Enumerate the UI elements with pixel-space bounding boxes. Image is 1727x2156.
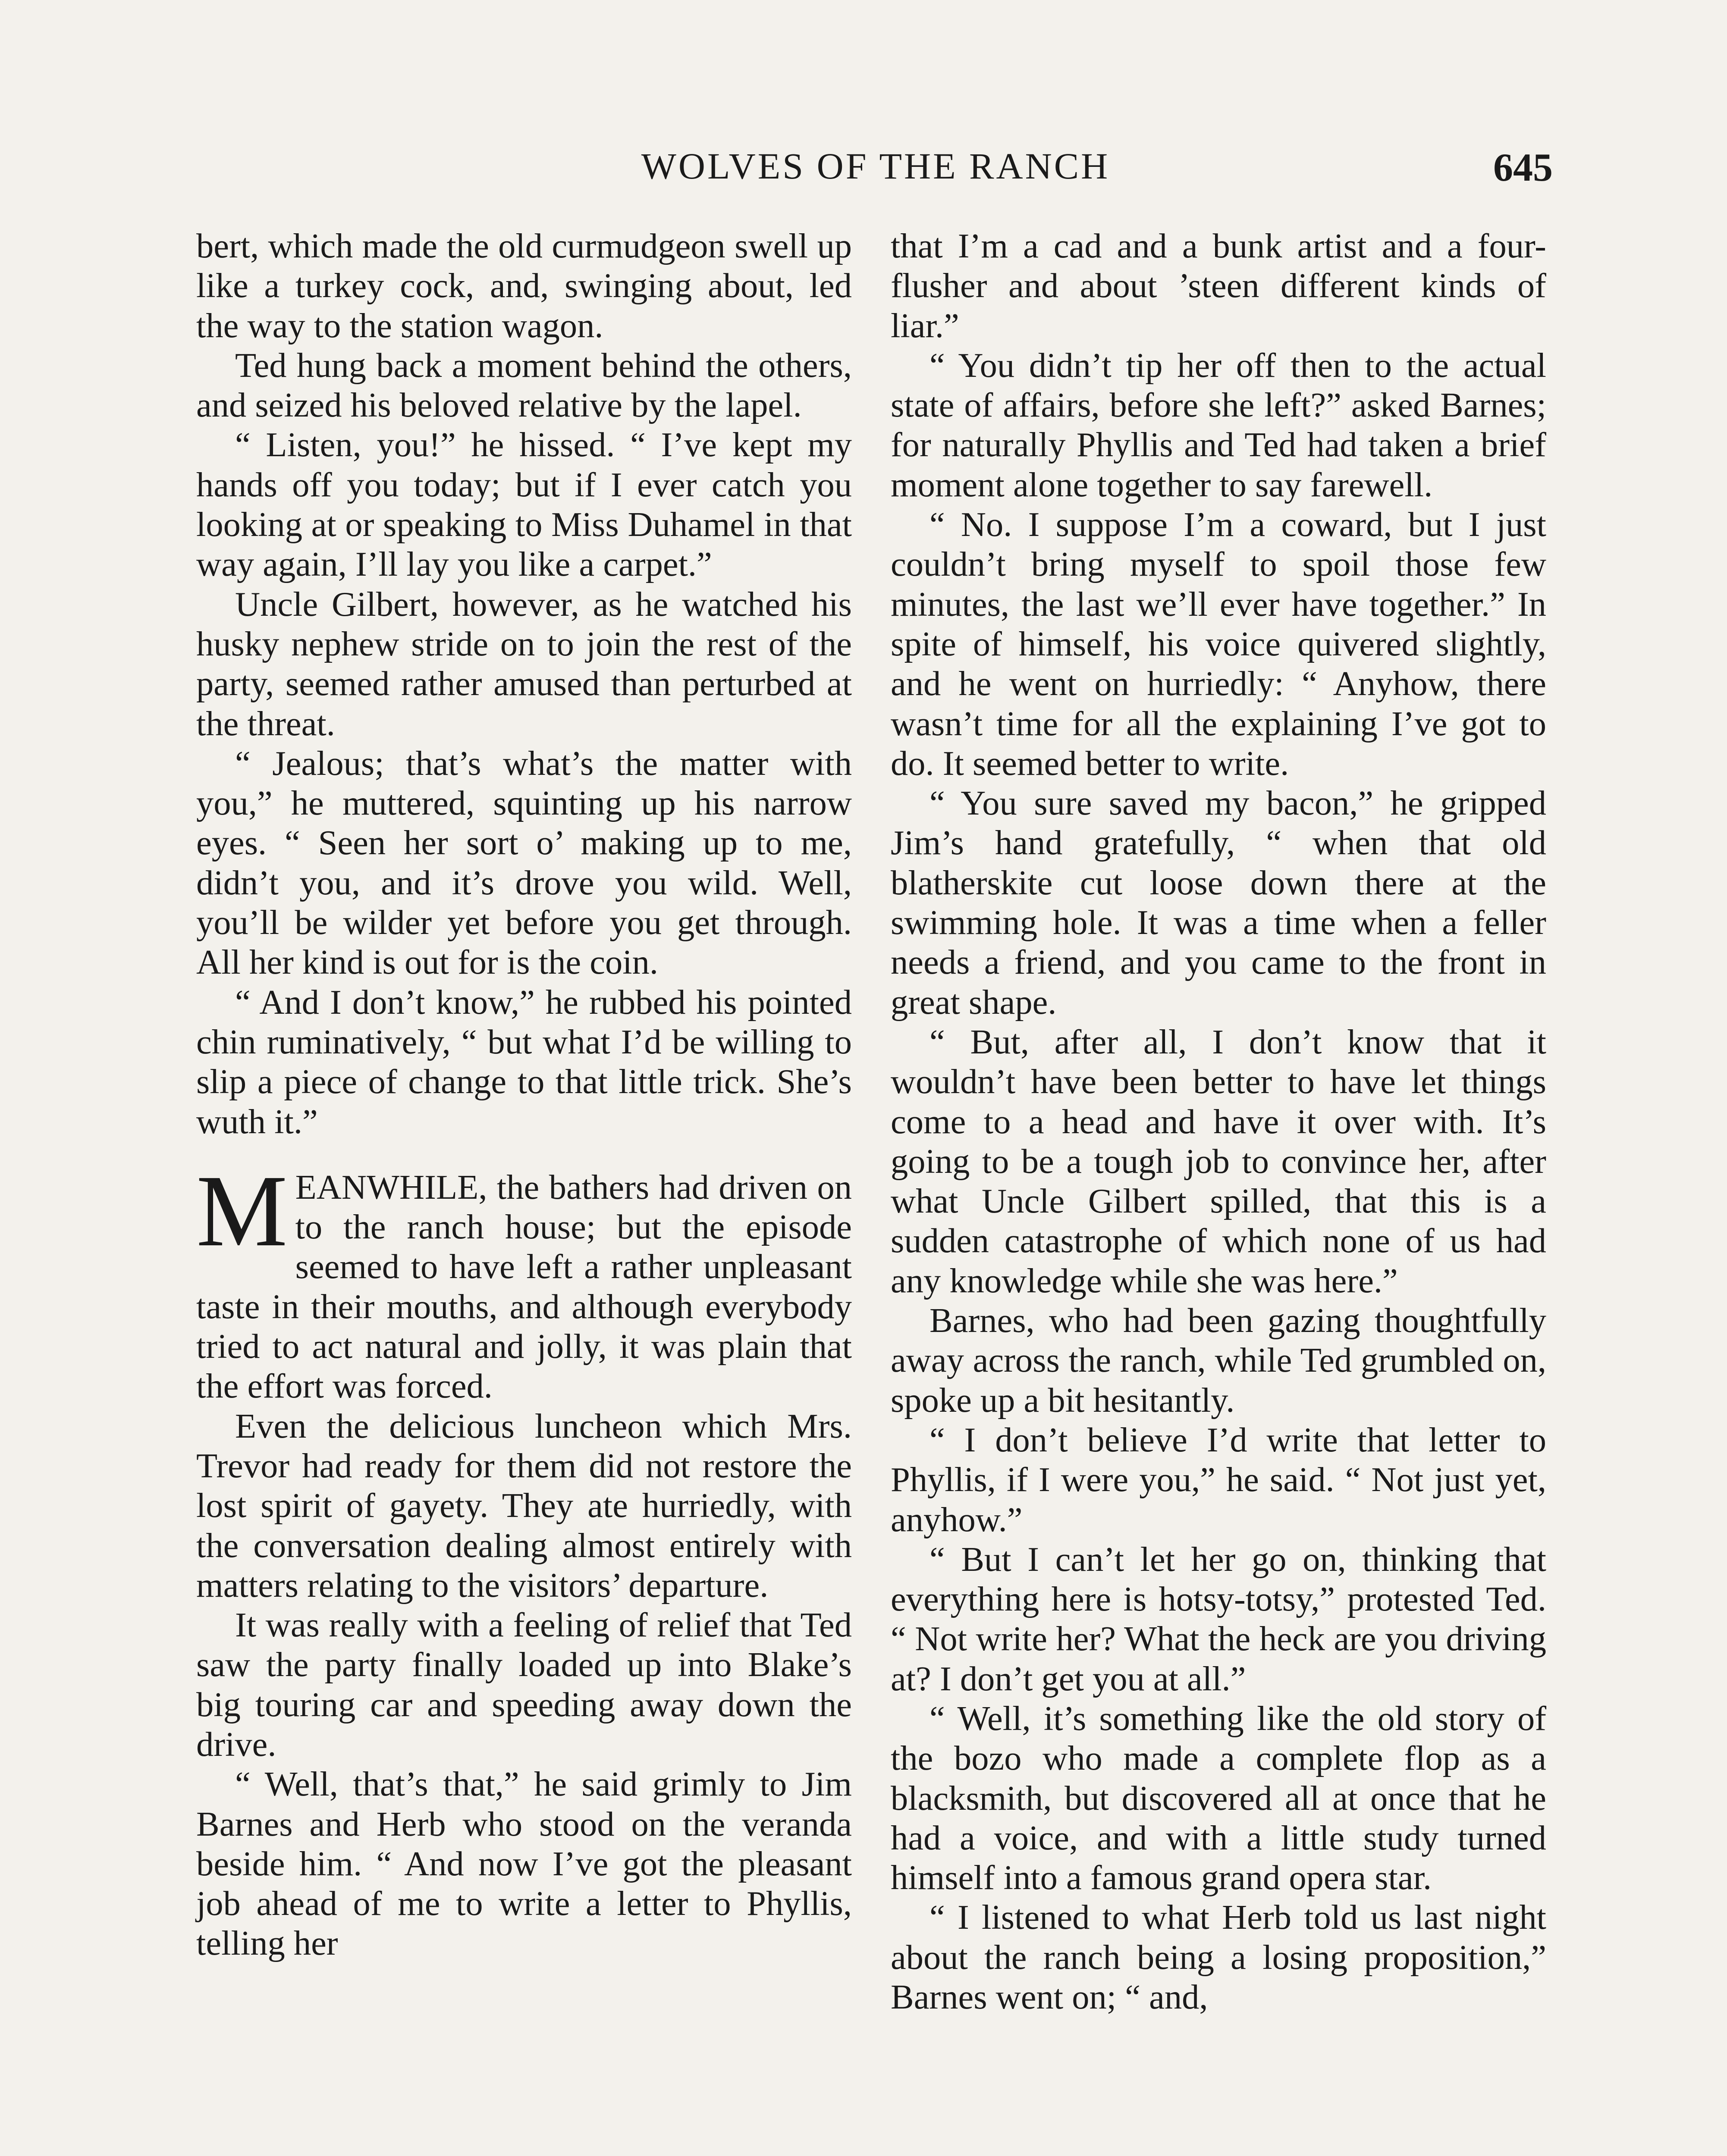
paragraph: “ Well, it’s something like the old story of the bozo who made a complete flop as a blacksmith, but discovered all at once that he had a voice, and with a little study turned himself into a famous grand opera star.	[891, 1699, 1546, 1897]
paragraph: “ But I can’t let her go on, thinking that everything here is hotsy-totsy,” protested Ted. “ Not write her? What the heck are you driving at? I don’t get you at all.”	[891, 1540, 1546, 1698]
section-break	[196, 1142, 852, 1168]
paragraph: “ You sure saved my bacon,” he gripped Jim’s hand gratefully, “ when that old blatherskite cut loose down there at the swimming hole. It was a time when a feller needs a friend, and you came to the front in great shape.	[891, 784, 1546, 1022]
drop-cap: M	[196, 1154, 288, 1268]
paragraph: bert, which made the old curmudgeon swell up like a turkey cock, and, swinging about, led the way to the station wagon.	[196, 227, 852, 345]
paragraph: “ Jealous; that’s what’s the matter with you,” he muttered, squinting up his narrow eyes. “ Seen her sort o’ making up to me, didn’t you, and it’s drove you wild. Well, you’ll be wilder yet before you get through. All her kind is out for is the coin.	[196, 744, 852, 982]
paragraph: Even the delicious luncheon which Mrs. Trevor had ready for them did not restore the lost spirit of gayety. They ate hurriedly, with the conversation dealing almost entirely with matters relating to the visitors’ departure.	[196, 1407, 852, 1604]
paragraph: “ I don’t believe I’d write that letter to Phyllis, if I were you,” he said. “ Not just yet, anyhow.”	[891, 1420, 1546, 1539]
running-title: WOLVES OF THE RANCH	[641, 145, 1110, 187]
paragraph: “ Listen, you!” he hissed. “ I’ve kept my hands off you today; but if I ever catch you looking at or speaking to Miss Duhamel in that way again, I’ll lay you like a carpet.”	[196, 426, 852, 584]
right-column	[891, 226, 1546, 2156]
paragraph: Uncle Gilbert, however, as he watched his husky nephew stride on to join the rest of the party, seemed rather amused than perturbed at the threat.	[196, 585, 852, 743]
paragraph: “ But, after all, I don’t know that it wouldn’t have been better to have let things come to a head and have it over with. It’s going to be a tough job to convince her, after what Uncle Gilbert spilled, that this is a sudden catastrophe of which none of us had any knowledge while she was here.”	[891, 1022, 1546, 1300]
paragraph: “ I listened to what Herb told us last night about the ranch being a losing proposition,” Barnes went on; “ and,	[891, 1898, 1546, 2017]
paragraph-text: EANWHILE, the bathers had driven on to the ranch house; but the episode seemed to have left a rather unpleasant taste in their mouths, and although everybody tried to act natural and jolly, it was plain that the effort was forced.	[196, 1168, 852, 1406]
paragraph: “ Well, that’s that,” he said grimly to Jim Barnes and Herb who stood on the veranda beside him. “ And now I’ve got the pleasant job ahead of me to write a letter to Phyllis, telling her	[196, 1765, 852, 1963]
section-opening-paragraph	[196, 1154, 852, 1407]
paragraph: “ And I don’t know,” he rubbed his pointed chin ruminatively, “ but what I’d be willing to slip a piece of change to that little trick. She’s wuth it.”	[196, 983, 852, 1141]
paragraph: Barnes, who had been gazing thoughtfully away across the ranch, while Ted grumbled on, spoke up a bit hesitantly.	[891, 1301, 1546, 1420]
paragraph: Ted hung back a moment behind the others, and seized his beloved relative by the lapel.	[196, 346, 852, 425]
paragraph: “ No. I suppose I’m a coward, but I just couldn’t bring myself to spoil those few minutes, the last we’ll ever have together.” In spite of himself, his voice quivered slightly, and he went on hurriedly: “ Anyhow, there wasn’t time for all the explaining I’ve got to do. It seemed better to write.	[891, 505, 1546, 783]
page-number: 645	[1493, 145, 1553, 189]
left-column	[196, 226, 852, 2156]
paragraph: It was really with a feeling of relief that Ted saw the party finally loaded up into Blake’s big touring car and speeding away down the drive.	[196, 1606, 852, 1764]
page-header	[198, 144, 1553, 201]
paragraph: that I’m a cad and a bunk artist and a four-flusher and about ’steen different kinds of liar.”	[891, 227, 1546, 345]
paragraph: “ You didn’t tip her off then to the actual state of affairs, before she left?” asked Barnes; for naturally Phyllis and Ted had taken a brief moment alone together to say farewell.	[891, 346, 1546, 504]
